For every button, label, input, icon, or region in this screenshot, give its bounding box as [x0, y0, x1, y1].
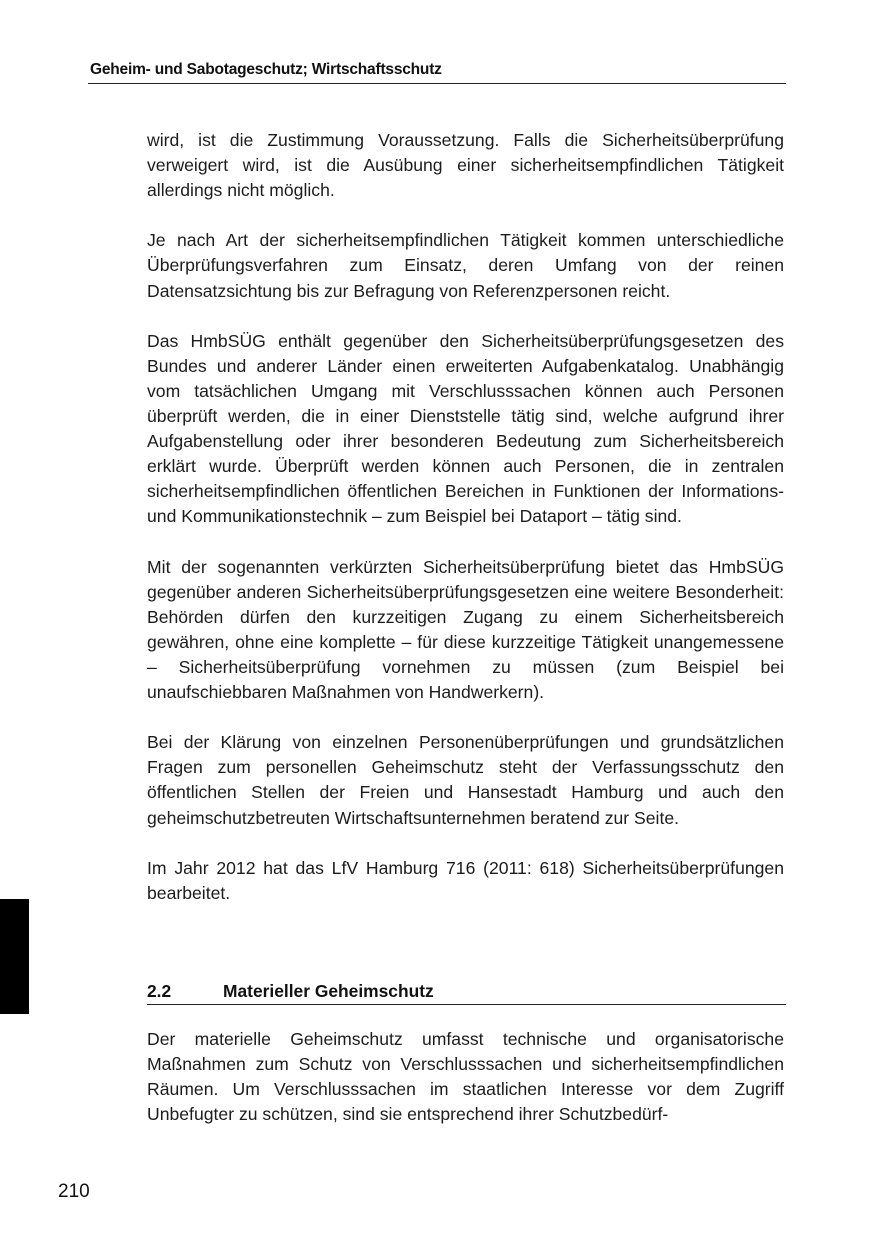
section-rule — [147, 1004, 786, 1005]
section-number: 2.2 — [147, 981, 172, 1001]
paragraph-1: wird, ist die Zustimmung Voraussetzung. Falls die Sicherheitsüberprüfung verweigert wird, ist die Ausübung einer sicherheitsempfindlichen Tätigkeit allerdings nicht möglich. — [147, 130, 784, 201]
paragraph-6: Im Jahr 2012 hat das LfV Hamburg 716 (2011: 618) Sicherheitsüberprüfungen bearbeitet. — [147, 857, 784, 903]
section-body — [147, 1027, 784, 1127]
page-number: 210 — [58, 1181, 90, 1202]
paragraph-3: Das HmbSÜG enthält gegenüber den Sicherheitsüberprüfungsgesetzen des Bundes und anderer Länder einen erweiterten Aufgabenkatalog. Unabhängig vom tatsächlichen Umgang mit Verschlusssachen können auch Personen überprüft werden, die in einer Dienststelle tätig sind, welche aufgrund ihrer Aufgabenstellung oder ihrer besonderen Bedeutung zum Sicherheitsbereich erklärt wurde. Überprüft werden können auch Personen, die in zentralen sicherheitsempfindlichen öffentlichen Bereichen in Funktionen der Informations- und Kommunikationstechnik – zum Beispiel bei Dataport – tätig sind. — [147, 330, 784, 527]
body-text — [147, 128, 784, 931]
section-title: Materieller Geheimschutz — [223, 981, 434, 1001]
running-header: Geheim- und Sabotageschutz; Wirtschaftsschutz — [90, 61, 442, 78]
paragraph-2: Je nach Art der sicherheitsempfindlichen Tätigkeit kommen unterschiedliche Überprüfungsverfahren zum Einsatz, deren Umfang von der reinen Datensatzsichtung bis zur Befragung von Referenzpersonen reicht. — [147, 230, 784, 301]
paragraph-4: Mit der sogenannten verkürzten Sicherheitsüberprüfung bietet das HmbSÜG gegenüber anderen Sicherheitsüberprüfungsgesetzen eine weitere Besonderheit: Behörden dürfen den kurzzeitigen Zugang zu einem Sicherheitsbereich gewähren, ohne eine komplette – für diese kurzzeitige Tätigkeit unangemessene – Sicherheitsüberprüfung vornehmen zu müssen (zum Beispiel bei unaufschiebbaren Maßnahmen von Handwerkern). — [147, 556, 784, 703]
header-rule — [88, 83, 786, 84]
paragraph-5: Bei der Klärung von einzelnen Personenüberprüfungen und grundsätzlichen Fragen zum personellen Geheimschutz steht der Verfassungsschutz den öffentlichen Stellen der Freien und Hansestadt Hamburg und auch den geheimschutzbetreuten Wirtschaftsunternehmen beratend zur Seite. — [147, 732, 784, 828]
thumb-index-tab — [0, 899, 29, 1014]
section-heading — [147, 981, 786, 1002]
section-paragraph: Der materielle Geheimschutz umfasst technische und organisatorische Maßnahmen zum Schutz von Verschlusssachen und sicherheitsempfindlichen Räumen. Um Verschlusssachen im staatlichen Interesse vor dem Zugriff Unbefugter zu schützen, sind sie entsprechend ihrer Schutzbedürf- — [147, 1029, 784, 1125]
